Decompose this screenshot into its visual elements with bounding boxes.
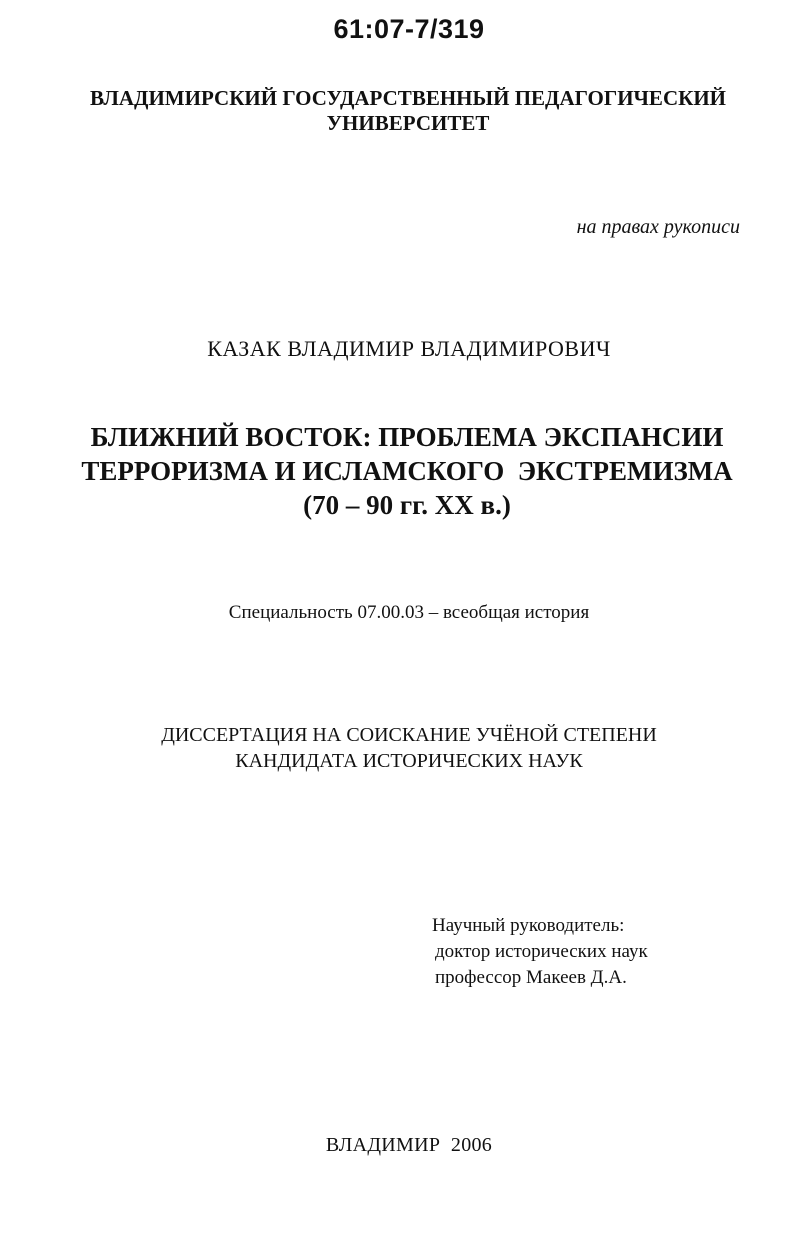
university-line-2: УНИВЕРСИТЕТ: [326, 111, 490, 135]
author-name: КАЗАК ВЛАДИМИР ВЛАДИМИРОВИЧ: [207, 336, 611, 361]
supervisor-block: [432, 913, 648, 991]
dissertation-title: [0, 420, 798, 522]
title-line-1: БЛИЖНИЙ ВОСТОК: ПРОБЛЕМА ЭКСПАНСИИ: [90, 422, 724, 452]
supervisor-degree: доктор исторических наук: [435, 941, 648, 962]
city-year: ВЛАДИМИР 2006: [325, 1134, 493, 1156]
title-line-2: ТЕРРОРИЗМА И ИСЛАМСКОГО ЭКСТРЕМИЗМА: [81, 456, 733, 486]
degree-line-2: КАНДИДАТА ИСТОРИЧЕСКИХ НАУК: [235, 750, 583, 772]
supervisor-name: профессор Макеев Д.А.: [435, 967, 627, 988]
degree-statement: [0, 722, 798, 774]
specialty: Специальность 07.00.03 – всеобщая история: [228, 602, 590, 623]
manuscript-note: на правах рукописи: [576, 216, 740, 238]
degree-line-1: ДИССЕРТАЦИЯ НА СОИСКАНИЕ УЧЁНОЙ СТЕПЕНИ: [161, 724, 657, 746]
title-line-3: (70 – 90 гг. XX в.): [303, 490, 511, 520]
university-name: [0, 86, 798, 136]
supervisor-label: Научный руководитель:: [432, 915, 625, 936]
university-line-1: ВЛАДИМИРСКИЙ ГОСУДАРСТВЕННЫЙ ПЕДАГОГИЧЕСКИЙ: [89, 86, 727, 110]
catalog-number: 61:07-7/319: [333, 14, 485, 44]
